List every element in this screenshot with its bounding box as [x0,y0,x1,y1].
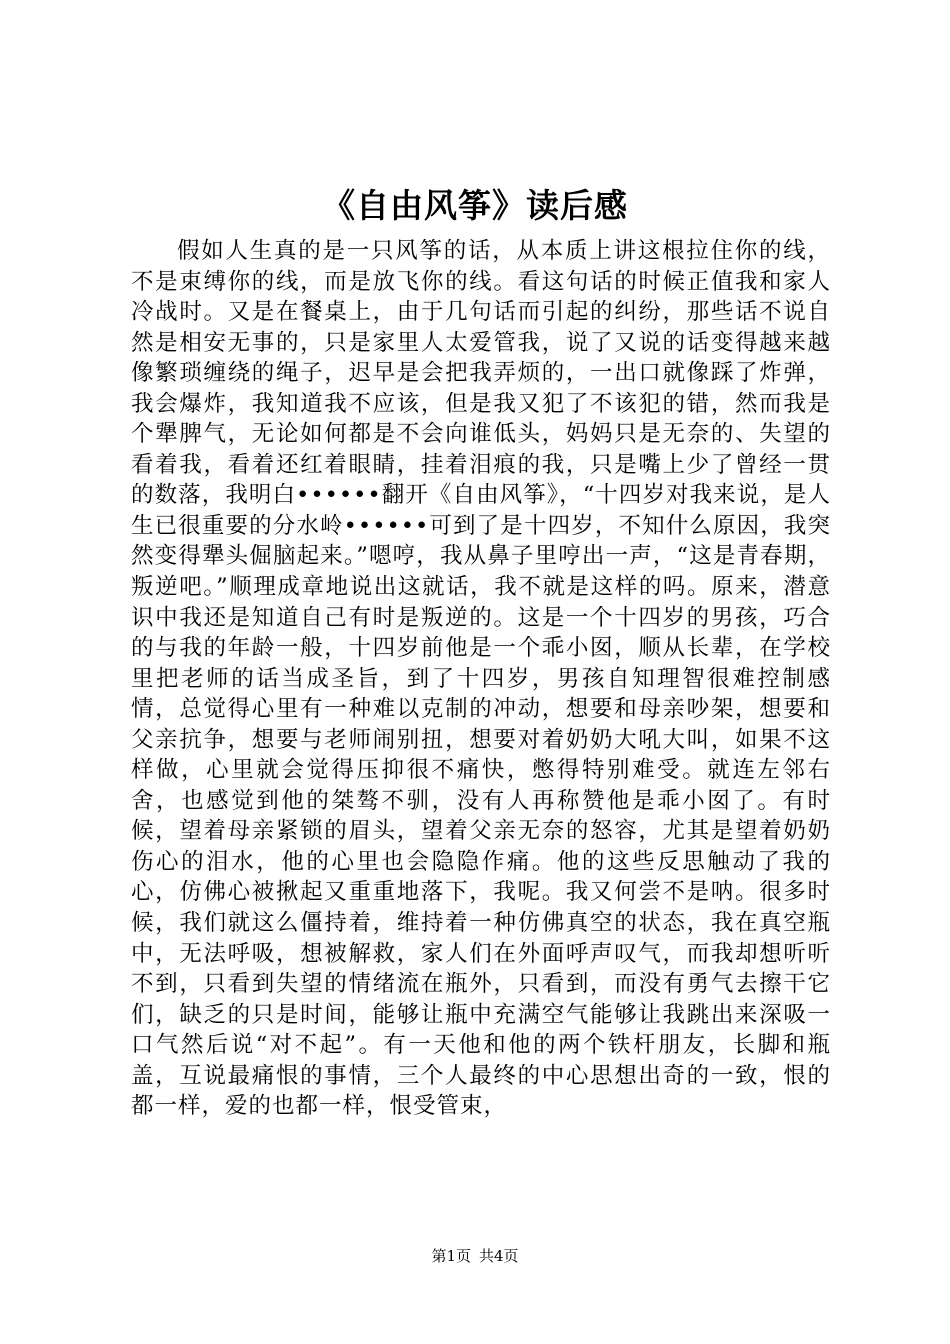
page-number-current: 第1页 [431,1247,471,1265]
page-number-total: 共4页 [479,1247,519,1265]
document-title: 《自由风筝》读后感 [322,186,628,225]
document-body-paragraph: 假如人生真的是一只风筝的话，从本质上讲这根拉住你的线，不是束缚你的线，而是放飞你的线。看这句话的时候正值我和家人冷战时。又是在餐桌上，由于几句话而引起的纠纷，那些话不说自然是相安无事的，只是家里人太爱管我，说了又说的话变得越来越像繁琐缠绕的绳子，迟早是会把我弄烦的，一出口就像踩了炸弹，我会爆炸，我知道我不应该，但是我又犯了不该犯的错，然而我是个犟脾气，无论如何都是不会向谁低头，妈妈只是无奈的、失望的看着我，看着还红着眼睛，挂着泪痕的我，只是嘴上少了曾经一贯的数落，我明白••••••翻开《自由风筝》，“十四岁对我来说，是人生已很重要的分水岭••••••可到了是十四岁，不知什么原因，我突然变得犟头倔脑起来。”嗯哼，我从鼻子里哼出一声，“这是青春期，叛逆吧。”顺理成章地说出这就话，我不就是这样的吗。原来，潜意识中我还是知道自己有时是叛逆的。这是一个十四岁的男孩，巧合的与我的年龄一般，十四岁前他是一个乖小囡，顺从长辈，在学校里把老师的话当成圣旨，到了十四岁，男孩自知理智很难控制感情，总觉得心里有一种难以克制的冲动，想要和母亲吵架，想要和父亲抗争，想要与老师闹别扭，想要对着奶奶大吼大叫，如果不这样做，心里就会觉得压抑很不痛快，憋得特别难受。就连左邻右舍，也感觉到他的桀骜不驯，没有人再称赞他是乖小囡了。有时候，望着母亲紧锁的眉头，望着父亲无奈的怒容，尤其是望着奶奶伤心的泪水，他的心里也会隐隐作痛。他的这些反思触动了我的心，仿佛心被揪起又重重地落下，我呢。我又何尝不是呐。很多时候，我们就这么僵持着，维持着一种仿佛真空的状态，我在真空瓶中，无法呼吸，想被解救，家人们在外面呼声叹气，而我却想听听不到，只看到失望的情绪流在瓶外，只看到，而没有勇气去擦干它们，缺乏的只是时间，能够让瓶中充满空气能够让我跳出来深吸一口气然后说“对不起”。有一天他和他的两个铁杆朋友，长脚和瓶盖，互说最痛恨的事情，三个人最终的中心思想出奇的一致，恨的都一样，爱的也都一样，恨受管束， [131,238,831,1120]
page-footer [0,1246,950,1266]
